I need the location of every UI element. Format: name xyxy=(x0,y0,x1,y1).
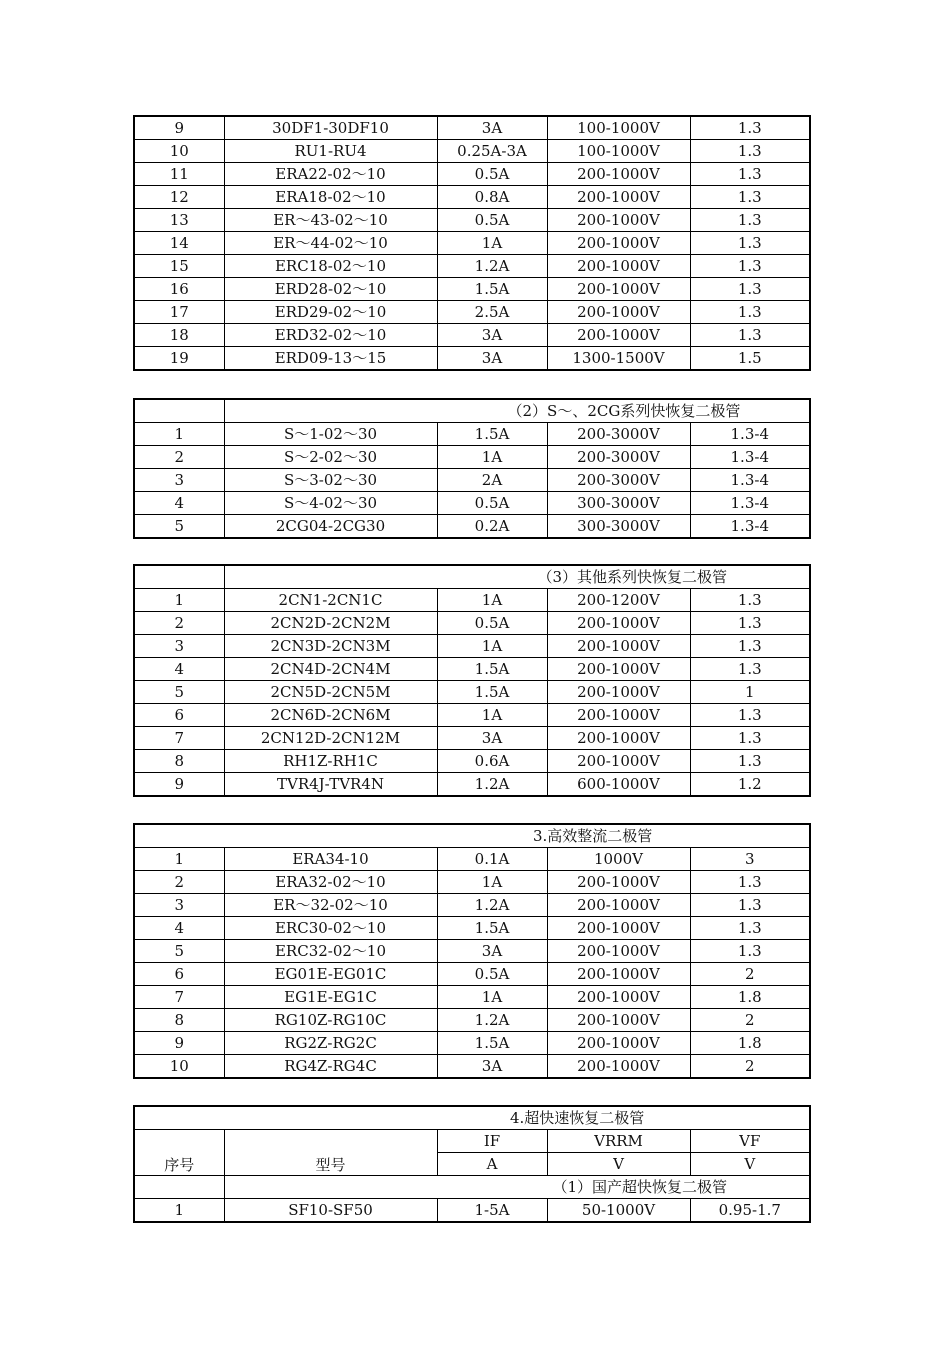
table-row xyxy=(134,255,810,278)
table-4-rows xyxy=(134,848,810,1079)
table-row xyxy=(134,963,810,986)
cell-index: 17 xyxy=(134,301,224,324)
cell-voltage: 200-1000V xyxy=(547,704,690,727)
table-row xyxy=(134,446,810,469)
table-4-body xyxy=(134,824,810,848)
cell-vf: 1.3 xyxy=(690,186,810,209)
cell-model: 2CN6D-2CN6M xyxy=(224,704,437,727)
cell-current: 0.5A xyxy=(437,492,547,515)
cell-index: 4 xyxy=(134,658,224,681)
cell-voltage: 200-1000V xyxy=(547,727,690,750)
table-5-subtitle xyxy=(224,1176,810,1199)
table-5-header-row-top xyxy=(134,1130,810,1153)
table-row xyxy=(134,917,810,940)
cell-current: 1.2A xyxy=(437,773,547,797)
table-5-title-text: 4.超快速恢复二极管 xyxy=(510,1109,645,1127)
table-row xyxy=(134,986,810,1009)
table-4-title xyxy=(134,824,810,848)
cell-vf: 1.3 xyxy=(690,278,810,301)
cell-vf: 1.3 xyxy=(690,894,810,917)
table-4-title-row xyxy=(134,824,810,848)
table-row xyxy=(134,515,810,539)
cell-voltage: 200-1000V xyxy=(547,917,690,940)
cell-current: 1.5A xyxy=(437,658,547,681)
table-4-title-text: 3.高效整流二极管 xyxy=(533,827,653,845)
table-3-rows xyxy=(134,589,810,797)
cell-model: ERA32-02～10 xyxy=(224,871,437,894)
cell-model: ER～44-02～10 xyxy=(224,232,437,255)
table-5-subtitle-blank xyxy=(134,1176,224,1199)
cell-vf: 0.95-1.7 xyxy=(690,1199,810,1223)
cell-model: S～1-02～30 xyxy=(224,423,437,446)
table-5-subtitle-row xyxy=(134,1176,810,1199)
cell-voltage: 200-1000V xyxy=(547,255,690,278)
header-index: 序号 xyxy=(134,1130,224,1176)
header-vrrm: VRRM xyxy=(547,1130,690,1153)
table-row xyxy=(134,469,810,492)
cell-voltage: 200-1000V xyxy=(547,324,690,347)
table-2-title-text: （2）S～、2CG系列快恢复二极管 xyxy=(507,402,741,420)
cell-index: 9 xyxy=(134,773,224,797)
cell-model: S～2-02～30 xyxy=(224,446,437,469)
cell-vf: 1.3 xyxy=(690,140,810,163)
table-row xyxy=(134,773,810,797)
cell-current: 1-5A xyxy=(437,1199,547,1223)
cell-current: 1A xyxy=(437,986,547,1009)
cell-voltage: 200-1000V xyxy=(547,1009,690,1032)
cell-model: TVR4J-TVR4N xyxy=(224,773,437,797)
table-row xyxy=(134,492,810,515)
cell-vf: 1.3 xyxy=(690,301,810,324)
table-4 xyxy=(133,823,811,1079)
cell-index: 14 xyxy=(134,232,224,255)
cell-current: 1.5A xyxy=(437,278,547,301)
table-5 xyxy=(133,1105,811,1223)
cell-vf: 1.3 xyxy=(690,589,810,612)
cell-voltage: 1300-1500V xyxy=(547,347,690,371)
cell-model: ER～32-02～10 xyxy=(224,894,437,917)
cell-vf: 2 xyxy=(690,1009,810,1032)
cell-current: 0.2A xyxy=(437,515,547,539)
cell-voltage: 200-1000V xyxy=(547,894,690,917)
cell-model: RU1-RU4 xyxy=(224,140,437,163)
table-2-title-row xyxy=(134,399,810,423)
cell-index: 5 xyxy=(134,681,224,704)
cell-current: 0.5A xyxy=(437,612,547,635)
cell-vf: 1.3 xyxy=(690,232,810,255)
table-row xyxy=(134,681,810,704)
cell-vf: 1.3-4 xyxy=(690,515,810,539)
cell-voltage: 200-1000V xyxy=(547,986,690,1009)
cell-vf: 1 xyxy=(690,681,810,704)
cell-model: EG1E-EG1C xyxy=(224,986,437,1009)
cell-model: ER～43-02～10 xyxy=(224,209,437,232)
cell-index: 6 xyxy=(134,704,224,727)
cell-model: S～3-02～30 xyxy=(224,469,437,492)
cell-vf: 3 xyxy=(690,848,810,871)
cell-index: 1 xyxy=(134,589,224,612)
cell-voltage: 200-1200V xyxy=(547,589,690,612)
cell-vf: 1.3 xyxy=(690,704,810,727)
cell-index: 1 xyxy=(134,1199,224,1223)
cell-voltage: 200-1000V xyxy=(547,750,690,773)
cell-current: 0.5A xyxy=(437,163,547,186)
cell-index: 7 xyxy=(134,727,224,750)
cell-current: 1A xyxy=(437,589,547,612)
cell-current: 1A xyxy=(437,232,547,255)
cell-vf: 2 xyxy=(690,1055,810,1079)
table-row xyxy=(134,116,810,140)
cell-voltage: 200-1000V xyxy=(547,681,690,704)
table-3-title-blank xyxy=(134,565,224,589)
table-row xyxy=(134,209,810,232)
cell-vf: 1.3-4 xyxy=(690,446,810,469)
cell-voltage: 200-1000V xyxy=(547,940,690,963)
table-1 xyxy=(133,115,811,371)
table-row xyxy=(134,589,810,612)
cell-current: 3A xyxy=(437,1055,547,1079)
cell-current: 3A xyxy=(437,347,547,371)
cell-index: 1 xyxy=(134,423,224,446)
cell-model: 2CN2D-2CN2M xyxy=(224,612,437,635)
cell-vf: 1.3 xyxy=(690,658,810,681)
cell-model: EG01E-EG01C xyxy=(224,963,437,986)
table-row xyxy=(134,658,810,681)
cell-current: 2.5A xyxy=(437,301,547,324)
cell-current: 1.2A xyxy=(437,894,547,917)
cell-index: 6 xyxy=(134,963,224,986)
cell-vf: 1.3-4 xyxy=(690,469,810,492)
cell-model: SF10-SF50 xyxy=(224,1199,437,1223)
cell-voltage: 200-1000V xyxy=(547,232,690,255)
cell-model: ERD32-02～10 xyxy=(224,324,437,347)
table-3-title-row xyxy=(134,565,810,589)
cell-current: 1.5A xyxy=(437,917,547,940)
cell-model: ERA18-02～10 xyxy=(224,186,437,209)
cell-model: ERC18-02～10 xyxy=(224,255,437,278)
cell-index: 4 xyxy=(134,917,224,940)
cell-model: 2CN12D-2CN12M xyxy=(224,727,437,750)
table-row xyxy=(134,635,810,658)
table-row xyxy=(134,704,810,727)
cell-current: 3A xyxy=(437,940,547,963)
cell-model: 2CN3D-2CN3M xyxy=(224,635,437,658)
cell-vf: 1.3-4 xyxy=(690,423,810,446)
table-row xyxy=(134,324,810,347)
cell-vf: 1.3 xyxy=(690,612,810,635)
cell-index: 7 xyxy=(134,986,224,1009)
cell-current: 1.5A xyxy=(437,681,547,704)
cell-voltage: 200-3000V xyxy=(547,423,690,446)
cell-index: 8 xyxy=(134,750,224,773)
cell-voltage: 200-1000V xyxy=(547,1032,690,1055)
cell-index: 3 xyxy=(134,635,224,658)
cell-vf: 1.3 xyxy=(690,917,810,940)
cell-index: 10 xyxy=(134,1055,224,1079)
table-row xyxy=(134,140,810,163)
cell-current: 1A xyxy=(437,446,547,469)
cell-model: 2CN1-2CN1C xyxy=(224,589,437,612)
cell-current: 0.5A xyxy=(437,963,547,986)
table-row xyxy=(134,163,810,186)
cell-voltage: 200-1000V xyxy=(547,1055,690,1079)
cell-voltage: 50-1000V xyxy=(547,1199,690,1223)
cell-model: 30DF1-30DF10 xyxy=(224,116,437,140)
cell-index: 16 xyxy=(134,278,224,301)
table-2-rows xyxy=(134,423,810,539)
cell-vf: 2 xyxy=(690,963,810,986)
cell-index: 18 xyxy=(134,324,224,347)
cell-model: ERA22-02～10 xyxy=(224,163,437,186)
cell-vf: 1.3 xyxy=(690,324,810,347)
table-row xyxy=(134,871,810,894)
cell-voltage: 200-1000V xyxy=(547,963,690,986)
cell-vf: 1.8 xyxy=(690,986,810,1009)
table-3 xyxy=(133,564,811,797)
cell-index: 15 xyxy=(134,255,224,278)
cell-model: ERD09-13～15 xyxy=(224,347,437,371)
cell-index: 2 xyxy=(134,446,224,469)
cell-vf: 1.3 xyxy=(690,116,810,140)
cell-model: RG4Z-RG4C xyxy=(224,1055,437,1079)
table-row xyxy=(134,1032,810,1055)
cell-voltage: 200-1000V xyxy=(547,163,690,186)
cell-index: 11 xyxy=(134,163,224,186)
cell-model: S～4-02～30 xyxy=(224,492,437,515)
cell-current: 0.8A xyxy=(437,186,547,209)
cell-index: 13 xyxy=(134,209,224,232)
cell-vf: 1.8 xyxy=(690,1032,810,1055)
table-row xyxy=(134,612,810,635)
table-1-body xyxy=(134,116,810,370)
table-2 xyxy=(133,398,811,539)
cell-voltage: 100-1000V xyxy=(547,116,690,140)
cell-index: 1 xyxy=(134,848,224,871)
cell-current: 0.6A xyxy=(437,750,547,773)
table-row xyxy=(134,848,810,871)
cell-current: 1A xyxy=(437,635,547,658)
cell-model: ERD29-02～10 xyxy=(224,301,437,324)
cell-current: 1.2A xyxy=(437,1009,547,1032)
cell-voltage: 200-1000V xyxy=(547,871,690,894)
cell-current: 2A xyxy=(437,469,547,492)
cell-model: ERD28-02～10 xyxy=(224,278,437,301)
table-5-subtitle-text: （1）国产超快恢复二极管 xyxy=(552,1178,728,1196)
table-3-title-text: （3）其他系列快恢复二极管 xyxy=(537,568,728,586)
cell-model: ERC32-02～10 xyxy=(224,940,437,963)
table-row xyxy=(134,727,810,750)
cell-voltage: 600-1000V xyxy=(547,773,690,797)
table-row xyxy=(134,1199,810,1223)
cell-current: 1.5A xyxy=(437,423,547,446)
cell-current: 1.5A xyxy=(437,1032,547,1055)
cell-model: 2CG04-2CG30 xyxy=(224,515,437,539)
cell-voltage: 200-1000V xyxy=(547,186,690,209)
cell-voltage: 1000V xyxy=(547,848,690,871)
table-row xyxy=(134,186,810,209)
cell-current: 1A xyxy=(437,704,547,727)
table-2-body xyxy=(134,399,810,423)
cell-current: 3A xyxy=(437,727,547,750)
table-row xyxy=(134,423,810,446)
cell-voltage: 200-3000V xyxy=(547,446,690,469)
cell-current: 0.25A-3A xyxy=(437,140,547,163)
cell-voltage: 100-1000V xyxy=(547,140,690,163)
cell-index: 2 xyxy=(134,871,224,894)
table-row xyxy=(134,301,810,324)
cell-index: 8 xyxy=(134,1009,224,1032)
cell-voltage: 200-1000V xyxy=(547,278,690,301)
cell-index: 3 xyxy=(134,469,224,492)
cell-current: 0.5A xyxy=(437,209,547,232)
table-3-body xyxy=(134,565,810,589)
cell-index: 5 xyxy=(134,940,224,963)
header-vf: VF xyxy=(690,1130,810,1153)
header-if-unit: A xyxy=(437,1153,547,1176)
cell-model: 2CN5D-2CN5M xyxy=(224,681,437,704)
cell-current: 1A xyxy=(437,871,547,894)
table-2-title xyxy=(224,399,810,423)
cell-model: RG2Z-RG2C xyxy=(224,1032,437,1055)
cell-index: 19 xyxy=(134,347,224,371)
table-row xyxy=(134,1009,810,1032)
cell-index: 9 xyxy=(134,1032,224,1055)
cell-model: RG10Z-RG10C xyxy=(224,1009,437,1032)
cell-voltage: 200-1000V xyxy=(547,301,690,324)
cell-current: 0.1A xyxy=(437,848,547,871)
cell-vf: 1.3 xyxy=(690,209,810,232)
cell-model: ERA34-10 xyxy=(224,848,437,871)
table-2-title-blank xyxy=(134,399,224,423)
cell-vf: 1.3 xyxy=(690,635,810,658)
cell-vf: 1.3 xyxy=(690,163,810,186)
cell-current: 3A xyxy=(437,116,547,140)
cell-index: 2 xyxy=(134,612,224,635)
cell-model: 2CN4D-2CN4M xyxy=(224,658,437,681)
header-model: 型号 xyxy=(224,1130,437,1176)
table-row xyxy=(134,278,810,301)
table-5-title xyxy=(134,1106,810,1130)
cell-vf: 1.3 xyxy=(690,255,810,278)
cell-index: 12 xyxy=(134,186,224,209)
table-row xyxy=(134,940,810,963)
cell-vf: 1.3 xyxy=(690,727,810,750)
cell-voltage: 300-3000V xyxy=(547,515,690,539)
header-vrrm-unit: V xyxy=(547,1153,690,1176)
table-row xyxy=(134,1055,810,1079)
cell-vf: 1.3 xyxy=(690,750,810,773)
cell-vf: 1.3 xyxy=(690,871,810,894)
cell-index: 3 xyxy=(134,894,224,917)
cell-index: 5 xyxy=(134,515,224,539)
table-row xyxy=(134,750,810,773)
cell-voltage: 200-1000V xyxy=(547,612,690,635)
cell-model: RH1Z-RH1C xyxy=(224,750,437,773)
cell-current: 1.2A xyxy=(437,255,547,278)
cell-model: ERC30-02～10 xyxy=(224,917,437,940)
table-3-title xyxy=(224,565,810,589)
cell-voltage: 300-3000V xyxy=(547,492,690,515)
cell-voltage: 200-1000V xyxy=(547,635,690,658)
cell-vf: 1.3 xyxy=(690,940,810,963)
cell-voltage: 200-1000V xyxy=(547,209,690,232)
cell-current: 3A xyxy=(437,324,547,347)
table-row xyxy=(134,894,810,917)
cell-index: 9 xyxy=(134,116,224,140)
table-5-body xyxy=(134,1106,810,1199)
table-5-title-row xyxy=(134,1106,810,1130)
table-5-rows xyxy=(134,1199,810,1223)
cell-vf: 1.2 xyxy=(690,773,810,797)
cell-vf: 1.3-4 xyxy=(690,492,810,515)
cell-voltage: 200-1000V xyxy=(547,658,690,681)
header-if: IF xyxy=(437,1130,547,1153)
cell-index: 4 xyxy=(134,492,224,515)
cell-index: 10 xyxy=(134,140,224,163)
table-row xyxy=(134,232,810,255)
header-vf-unit: V xyxy=(690,1153,810,1176)
cell-vf: 1.5 xyxy=(690,347,810,371)
table-row xyxy=(134,347,810,371)
cell-voltage: 200-3000V xyxy=(547,469,690,492)
